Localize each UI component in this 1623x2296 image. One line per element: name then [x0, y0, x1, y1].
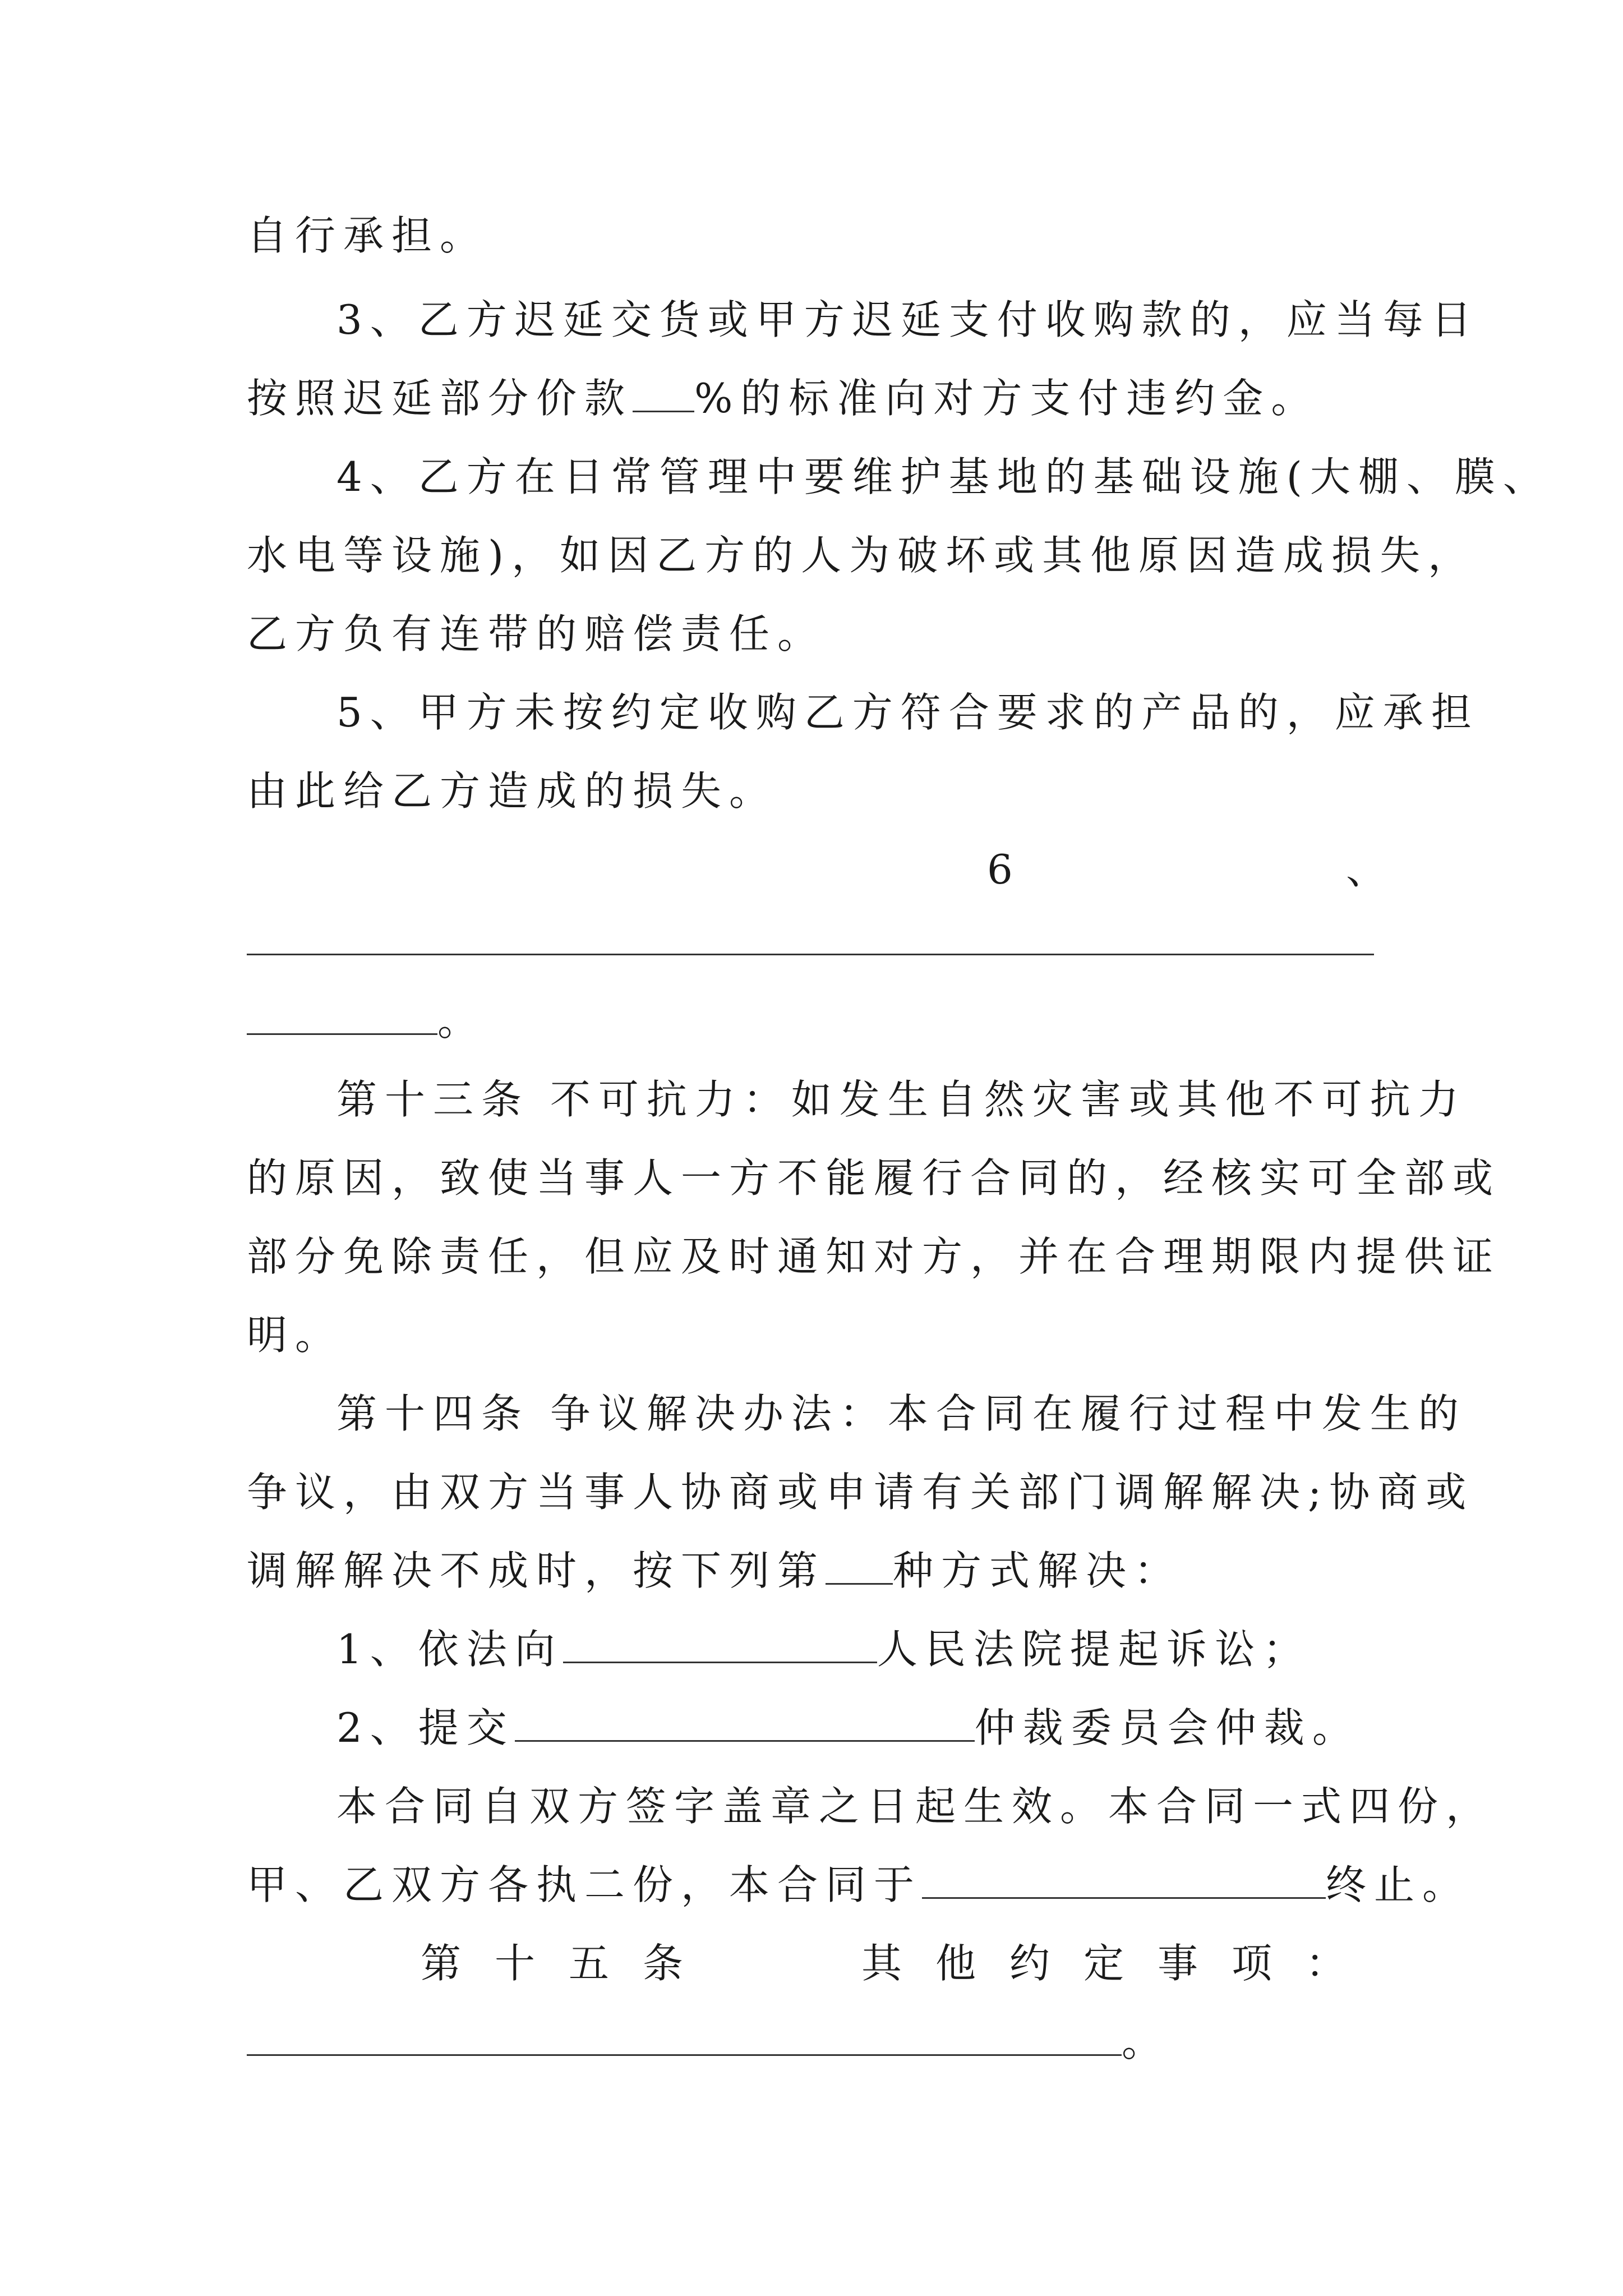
- section-heading: [421, 1935, 1380, 1991]
- fill-blank: [633, 371, 694, 412]
- fill-blank: [826, 1544, 893, 1585]
- text-segment: 按照迟延部分价款: [247, 375, 633, 422]
- text-line: [247, 1857, 1470, 1913]
- text-line: 3、乙方迟延交货或甲方迟延支付收购款的，应当每日: [336, 296, 1479, 343]
- text-segment: 终止。: [1326, 1861, 1471, 1908]
- fill-blank: [247, 994, 437, 1035]
- text-segment: 甲、乙双方各执二份，本合同于: [247, 1861, 923, 1908]
- text-line: 部分免除责任，但应及时通知对方，并在合理期限内提供证: [247, 1233, 1501, 1280]
- text-line: 水电等设施)，如因乙方的人为破坏或其他原因造成损失，: [247, 532, 1477, 579]
- fill-blank: [922, 1858, 1326, 1899]
- text-segment: 2、提交: [336, 1704, 515, 1751]
- text-line: 的原因，致使当事人一方不能履行合同的，经核实可全部或: [247, 1154, 1501, 1202]
- text-line: 由此给乙方造成的损失。: [247, 767, 778, 815]
- text-segment: 。: [1122, 2018, 1170, 2065]
- text-segment: 种方式解决：: [893, 1547, 1183, 1594]
- text-segment: 。: [437, 997, 486, 1045]
- text-line: [247, 2014, 1170, 2070]
- text-segment: 调解解决不成时，按下列第: [247, 1547, 826, 1594]
- text-line: [247, 993, 486, 1049]
- section-heading: 第十三条 不可抗力：如发生自然灾害或其他不可抗力: [336, 1076, 1467, 1123]
- text-line: 明。: [247, 1312, 344, 1359]
- text-line: [336, 1621, 1311, 1677]
- text-line: [336, 1700, 1361, 1756]
- text-line: 5、甲方未按约定收购乙方符合要求的产品的，应承担: [336, 689, 1479, 736]
- text-segment: 第十五条: [421, 1940, 717, 1987]
- fill-blank: [563, 1622, 877, 1663]
- section-heading: 第十四条 争议解决办法：本合同在履行过程中发生的: [336, 1390, 1467, 1437]
- text-line: [247, 370, 1319, 426]
- fill-blank: [247, 2015, 1122, 2056]
- item-number: 6: [987, 846, 1021, 893]
- fill-line: [247, 954, 1374, 955]
- text-line: 自行承担。: [247, 212, 488, 259]
- text-segment: 其他约定事项：: [861, 1940, 1380, 1987]
- text-line: 4、乙方在日常管理中要维护基地的基础设施(大棚、膜、: [336, 453, 1551, 500]
- text-segment: 仲裁委员会仲裁。: [974, 1704, 1361, 1751]
- text-line: 乙方负有连带的赔偿责任。: [247, 610, 826, 657]
- text-segment: %的标准向对方支付违约金。: [694, 375, 1320, 422]
- text-line: 本合同自双方签字盖章之日起生效。本合同一式四份，: [336, 1783, 1495, 1830]
- fill-blank: [515, 1701, 975, 1742]
- enumeration-comma: 、: [1346, 846, 1395, 893]
- text-segment: 人民法院提起诉讼；: [877, 1626, 1311, 1673]
- text-line: 争议，由双方当事人协商或申请有关部门调解解决;协商或: [247, 1469, 1474, 1516]
- text-segment: 1、依法向: [336, 1626, 563, 1673]
- text-line: [247, 1543, 1182, 1599]
